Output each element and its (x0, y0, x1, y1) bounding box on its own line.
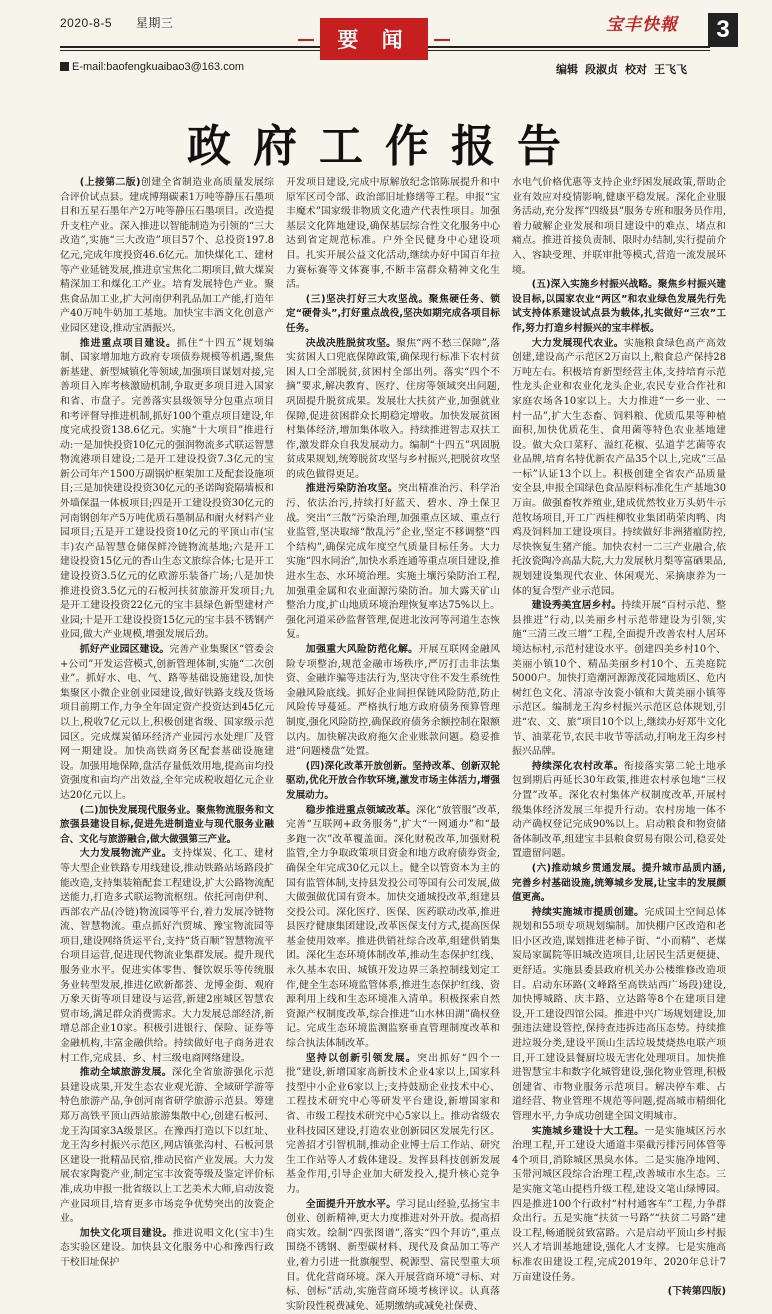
paragraph-text: 聚焦“两不愁三保障”,落实贫困人口兜底保障政策,确保现行标准下农村贫困人口全部脱贫,贫困村全部出列。落实“四个不摘”要求,解决教育、医疗、住房等领域突出问题,巩固提升脱贫成果。发展壮大扶贫产业,加强就业保障,促进贫困群众长期稳定增收。加快发展贫困村集体经济,增加集体收入。持续推进智志双扶工作,激发群众自我发展动力。编制“十四五”巩固脱贫成果规划,统筹脱贫攻坚与乡村振兴,把脱贫攻坚的成色做得更足。 (286, 337, 500, 480)
paragraph (512, 1125, 726, 1286)
paragraph-text: 学习昆山经验,弘扬宝丰创业、创新精神,更大力度推进对外开放。提高招商实效。绘制“四张图谱”,落实“四个拜访”,重点围绕不锈钢、新型碳材料、现代及食品加工等产业,着力引进一批旗舰型、税源型、富民型重大项目。优化营商环境。深入开展营商环境“寻标、对标、创标”活动,实施营商环境考核评议。认真落实阶段性税费减免、延期缴纳或减免社保费、 (286, 1198, 500, 1312)
paragraph-text: 创建全省制造业高质量发展综合评价试点县。建成博翔碳素1万吨等静压石墨项目和五星石墨年产2万吨等静压石墨项目。改造提升支柱产业。深入推进以智能制造为引领的“三大改造”,实施“三大改造”项目57个、总投资197.8亿元,完成年度投资46.6亿元。加快煤化工、建材等产业延链发展,推进京宝焦化二期项目,做大煤炭精深加工和煤化工产业。培育发展特色产业。聚焦食品加工业,扩大河南伊利乳品加工产能,打造年产40万吨牛奶加工基地。加快宝丰酒文化创意产业园区建设,推动宝酒振兴。 (60, 177, 274, 334)
page-number: 3 (708, 13, 738, 47)
paragraph-lead: 加快文化项目建设。 (79, 1227, 173, 1239)
square-bullet-icon (60, 62, 69, 71)
proofreader-label: 校对 (625, 64, 647, 76)
paragraph-lead: 推进污染防治攻坚。 (305, 483, 398, 495)
paragraph (512, 599, 726, 760)
paragraph (286, 337, 500, 483)
paragraph-text: 实施粮食绿色高产高效创建,建设高产示范区2万亩以上,粮食总产保持28万吨左右。积极培育新型经营主体,支持培育示范性龙头企业和农业化龙头企业,农民专业合作社和家庭农场各10家以上。大力推进“一乡一业、一村一品”,扩大生态畜、饲料粮、优质瓜果等种植面积,加快优质花生、食用菌等特色农业基地建设。做大众口菜籽、溢红花椒、弘道芋艺菌等农业品牌,培育名特优新农产品35个以上,完成“三品一标”认证13个以上。积极创建全省农产品质量安全县,申报全国绿色食品原料标准化生产基地30万亩。做强畜牧养殖业,建成优然牧业万头奶牛示范牧场项目,开工广西桂柳牧业集团萌荣肉鸭、肉鸡及饲料加工建设项目。持续做好非洲猪瘟防控,尽快恢复生猪产能。加快农村一二三产业融合,依托汝瓷陶冷高晶大院,大力发展秋月梨等富硒果品,规划建设集现代农业、休闲观光、采摘康养为一体的复合型产业示范园。 (512, 337, 726, 597)
paragraph (512, 176, 726, 278)
paragraph-text: 水电气价格优惠等支持企业纾困发展政策,帮助企业有效应对疫情影响,健康平稳发展。深化企业服务活动,充分发挥“四级县”服务专班和服务员作用,着力破解企业发展和项目建设中的难点、堵点和痛点。推进首接负责制、限时办结制,实行提前介入、容缺受理、并联审批等模式,营造一流发展环境。 (512, 177, 726, 276)
subsection-heading (512, 862, 726, 906)
paragraph-text: 一是实施城区污水治理工程,开工建设大通道丰渠截污排污同体管等4个项目,消除城区黑臭水体。二是实施净地网、玉带河城区段综合治理工程,改善城市水生态。三是实施文笔山提档升级工程,建设文笔山绿博园。四是推进100个行政村“村村通客车”工程,力争群众出行。五是实施“扶贫一号路”“扶贫二号路”建设工程,畅通脱贫致富路。六是启动平顶山乡村振兴人才培训基地建设,强化人才支撑。七是实施高标准农田建设工程,完成2019年、2020年总计7万亩建设任务。 (512, 1125, 726, 1283)
paragraph (60, 1227, 274, 1271)
paragraph-text: 抓住“十四五”规划编制、国家增加地方政府专项债券规模等机遇,聚焦新基建、新型城镇化等领域,加强项目谋划对接,完善项目入库考核激励机制,争取更多项目进入国家和省、市盘子。完善落实县级领导分包重点项目和考评督导推进机制,抓好100个重点项目建设,年度完成投资138.6亿元。实施“十大项目”推进行动:一是加快投资10亿元的强润物流多式联运智慧物流港项目建设;二是开工建设投资7.3亿元的宝新公司年产1500万副锅炉框架加工及配套设施项目;三是加快建设投资30亿元的圣诺陶瓷隔墙板和外墙保温一体板项目;四是开工建设投资30亿元的河南钢创年产5万吨优质石墨制品和耐火材料产业园项目;五是开工建设投资10亿元的平顶山市(宝丰)农产品智慧仓储保鲜冷链物流基地;六是开工建设投资15亿元的香山生态文旅综合体;七是开工建设投资3.5亿元的亿欧游乐装备广场;八是加快推进投资3.5亿元的石板河扶贫旅游开发项目;九是开工建设投资22亿元的宝丰县绿色新型建材产业园;十是开工建设投资15亿元的宝丰县不锈钢产业园,做大产业规模,增强发展后劲。 (60, 337, 274, 641)
email-text: E-mail:baofengkuaibao3@163.com (72, 61, 244, 73)
paper-logo: 宝丰快報 (606, 15, 678, 35)
continuation-note (512, 1285, 726, 1300)
paragraph (60, 176, 274, 337)
subsection-heading (60, 804, 274, 848)
continuation-text: (下转第四版) (667, 1286, 726, 1298)
paragraph-text: 开展互联网金融风险专项整治,规范金融市场秩序,严厉打击非法集资、金融诈骗等违法行为,坚决守住不发生系统性金融风险底线。抓好企业间担保链风险防范,防止风险传导蔓延。严格执行地方政府债务预算管理制度,强化风险防控,确保政府债务余额控制在限额以内。加快解决政府拖欠企业账款问题。稳妥推进“问题楼盘”处置。 (286, 644, 500, 758)
paragraph-lead: (上接第二版) (79, 177, 141, 188)
paragraph-text: 持续开展“百村示范、整县推进”行动,以美丽乡村示范带建设为引领,实施“三清三改三增”工程,全面提升改善农村人居环境达标村,示范村建设水平。创建四美乡村10个、美丽小镇10个、精品美丽乡村10个、五美庭院5000户。加快打造潮河源源茂花园地质区、危内树红色文化、清凉寺汝瓷小镇和大黄美丽小镇等示范区。编制龙王沟乡村振兴示范区总体规划,引进“农、文、旅”项目10个以上,继续办好郑牛文化节、油菜花节,农民丰收节等活动,打响龙王沟乡村振兴品牌。 (512, 600, 726, 758)
paragraph (60, 1066, 274, 1227)
paragraph-text: 完善产业集聚区“管委会+公司”开发运营模式,创新管理体制,实施“二次创业”。抓好水、电、气、路等基础设施建设,加快集聚区小微企业创业园建设,做好铁路支线及货场项目前期工作,力争全年固定资产投资达到45亿元以上,税收7亿元以上,积极创建省级、国家级示范园区。完成煤炭循环经济产业园污水处理厂及管网一期建设。加快高铁商务区配套基础设施建设。加强用地保障,盘活存量低效用地,提高亩均投资强度和亩均产出效益,全年完成税收超亿元企业达20亿元以上。 (60, 644, 274, 801)
section-tab (320, 18, 428, 60)
paragraph-text: 衔接落实第二轮土地承包到期后再延长30年政策,推进农村承包地“三权分置”改革。深化农村集体产权制度改革,开展村级集体经济发展三年提升行动。农村房地一体不动产确权登记完成90%以上。启动粮食和物资储备体制改革,组建宝丰县粮食贸易有限公司,稳妥处置遗留问题。 (512, 760, 726, 860)
paragraph-lead: 大力发展物流产业。 (79, 848, 172, 860)
subsection-text: (二)加快发展现代服务业。聚焦物流服务和文旅强县建设目标,促进先进制造业与现代服务业融合、文化与旅游融合,做大做强第三产业。 (60, 804, 274, 845)
subsection-text: (三)坚决打好三大攻坚战。聚焦硬任务、锁定“硬骨头”,打好重点战役,坚决如期完成各项目标任务。 (286, 293, 500, 334)
subsection-text: (五)深入实施乡村振兴战略。聚焦乡村振兴建设目标,以国家农业“两区”和农业绿色发展先行先试支持体系建设试点县为载体,扎实做好“三农”工作,努力打造乡村振兴的宝丰样板。 (512, 279, 726, 334)
subsection-text: (四)深化改革开放创新。坚持改革、创新双轮驱动,优化开放合作软环境,激发市场主体活力,增强发展动力。 (286, 760, 500, 801)
paragraph-lead: 坚持以创新引领发展。 (305, 1052, 418, 1064)
paragraph-text: 深化全省旅游强化示范县建设成果,开发生态农业观光游、全域研学游等特色旅游产品,争创河南省研学旅游示范县。筹建郑万高铁平顶山西站旅游集散中心,创建石板河、龙王沟国家3A级景区。在豫西打造以下以红址、龙王沟乡村振兴示范区,网店镇张沟村、石板河景区建设一批精品民宿,推动民宿产业发展。大力发展农家陶瓷产业,制定宝丰汝瓷等级及鉴定评价标准,成功申报一批省级以上工艺美术大师,启动汝瓷产业园项目,培育更多市场竞争优势突出的汝瓷企业。 (60, 1067, 274, 1225)
paragraph-lead: 持续实施城市提质创建。 (531, 906, 645, 918)
paragraph-lead: 实施城乡建设十大工程。 (531, 1125, 645, 1137)
proofreader-name: 王飞飞 (654, 64, 687, 76)
subsection-heading (286, 760, 500, 804)
ornament-left-icon (298, 39, 314, 41)
paragraph-text: 突出精准治污、科学治污、依法治污,持续打好蓝天、碧水、净土保卫战。突出“三散”污染治理,加强重点区域、重点行业监管,坚决取缔“散乱污”企业,坚定不移调整“四个结构”,确保完成年度空气质量目标任务。大力实施“四水同治”,加快水系连通等重点项目建设,推进水生态、水环境治理。实施土壤污染防治工程,加强重金属和农业面源污染防治。加大露天矿山整治力度,扩山地质环境治理恢复率达75%以上。强化河道采砂监督管理,促进北汝河等河道生态恢复。 (286, 483, 500, 641)
article-body (60, 176, 740, 1312)
paragraph-text: 开发项目建设,完成中原解放纪念馆陈展提升和中原军区司令部、政治部旧址修缮等工程。申报“宝丰魔术”国家级非物质文化遗产代表性项目。加强基层文化阵地建设,确保基层综合性文化服务中心达到省定规范标准。户外全民健身中心建设项目。扎实开展公益文化活动,继续办好中国百年拉力赛标赛等文体赛事,不断丰富群众精神文化生活。 (286, 177, 500, 291)
paragraph (512, 760, 726, 862)
paragraph (286, 643, 500, 760)
section-title: 要 闻 (337, 27, 411, 52)
subsection-heading (512, 278, 726, 336)
paragraph-text: 推进说唱文化(宝丰)生态实验区建设。加快县文化服务中心和豫西行政干校旧址保护 (60, 1227, 274, 1268)
paragraph-lead: 持续深化农村改革。 (531, 760, 624, 772)
article-column-1 (60, 176, 274, 1268)
subsection-text: (六)推动城乡贯通发展。提升城市品质内涵,完善乡村基础设施,统筹城乡发展,让宝丰的发展颜值更高。 (512, 862, 726, 904)
paragraph-text: 完成国土空间总体规划和55项专项规划编制。加快棚户区改造和老旧小区改造,谋划推进老柿子街、“小而精”、老煤炭局家属院等旧城改造项目,让居民生活更便捷、更舒适。实施县委县政府机关办公楼维修改造项目。启动东环路(文峰路至高铁站西广场段)建设,加快博城路、庆丰路、立达路等8个在建项目建设,开工建设四馆公园。推进中兴广场规划建设,加强违法建设管控,保持查违拆违高压态势。持续推进垃圾分类,建设平顶山生活垃圾焚烧热电联产项目,开工建设县餐厨垃圾无害化处理项目。加快推进智慧宝丰和数字化城管建设,强化物业管理,积极创建省、市物业服务示范项目。解决停车难、占道经营、物业管理不规范等问题,提高城市精细化管理水平,力争成功创建全国文明城市。 (512, 906, 726, 1122)
paragraph (286, 1052, 500, 1198)
paragraph-lead: 建设秀美宜居乡村。 (531, 600, 622, 612)
paragraph (286, 804, 500, 1052)
paragraph-text: 突出抓好“四个一批”建设,新增国家高新技术企业4家以上,国家科技型中小企业6家以上;支持鼓励企业技术中心、工程技术研究中心等研发平台建设,新增国家和省、市级工程技术研究中心5家以上。推动省级农业科技园区建设,打造农业创新园区发展先行区。完善招才引智机制,推动企业博士后工作站、研究生工作站等人才载体建设。发挥县科技创新发展基金作用,引导企业加大研发投入,提升核心竞争力。 (286, 1052, 500, 1195)
paragraph-lead: 稳步推进重点领域改革。 (305, 804, 417, 816)
issue-weekday: 星期三 (135, 16, 174, 30)
paragraph-lead: 决战决胜脱贫攻坚。 (305, 337, 397, 349)
subsection-heading (286, 293, 500, 337)
paragraph (60, 847, 274, 1066)
paragraph (286, 176, 500, 293)
paragraph-lead: 大力发展现代农业。 (531, 337, 624, 349)
article-column-3 (512, 176, 726, 1298)
header-left (60, 14, 193, 31)
paragraph (512, 906, 726, 1125)
paragraph (286, 482, 500, 643)
paragraph (286, 1198, 500, 1314)
paragraph (60, 643, 274, 804)
paragraph-lead: 推动全域旅游发展。 (79, 1067, 172, 1079)
paragraph-lead: 全面提升开放水平。 (305, 1198, 397, 1210)
paragraph-lead: 加强重大风险防范化解。 (305, 644, 419, 655)
paragraph-text: 支持煤炭、化工、建材等大型企业铁路专用线建设,推动铁路站场路段扩能改造,支持集装箱配套工程建设,扩大公路物流配送能力,打造多式联运物流枢纽。依托河南伊利、西部农产品(冷链)物流园等平台,着力发展冷链物流、智慧物流。重点抓好汽贸城、豫宝物流园等项目,建设网络货运平台,支持“货百顺”智慧物流平台项目运营,促进现代物流业集群发展。提升现代服务业水平。促进实体零售、餐饮娱乐等传统服务业转型发展,推进亿欧新都荟、龙博金街、观府万象天街等项目建设与运营,新建2座城区智慧农贸市场,满足群众消费需求。大力发展总部经济,新增总部企业10家。积极引进银行、保险、证券等金融机构,丰富金融供给。持续做好电子商务进农村工作,完成县、乡、村三级电商网络建设。 (60, 848, 274, 1064)
issue-date: 2020-8-5 (60, 16, 113, 30)
paragraph (512, 337, 726, 600)
paragraph-lead: 抓好产业园区建设。 (79, 644, 170, 655)
paragraph-lead: 推进重点项目建设。 (79, 337, 177, 349)
contact-email (60, 61, 244, 73)
article-headline: 政府工作报告 (187, 121, 583, 172)
paragraph (60, 337, 274, 643)
editor-credits (556, 61, 694, 77)
article-column-2 (286, 176, 500, 1312)
editor-label: 编辑 (556, 64, 578, 76)
paragraph-text: 深化“放管服”改革,完善“互联网+政务服务”,扩大“一网通办”和“最多跑一次”改革覆盖面。深化财税改革,加强财税监管,全力争取政策项目资金和地方政府债券资金,确保全年完成30亿元以上。健全以管资本为主的国有监管体制,支持县发投公司等国有公司发展,做大做强做优国有资本。加快交通城投改革,组建县交投公司。深化医疗、医保、医药联动改革,推进县医疗健康集团建设,改革医保支付方式,提高医保基金使用效率。推进供销社综合改革,组建供销集团。深化生态环境体制改革,推动生态保护红线、永久基本农田、城镇开发边界三条控制线划定工作,健全生态环境监管体系,推进生态保护红线、资源利用上线和生态环境准入清单。积极探索自然资源产权制度改革,综合推进“山水林田湖”确权登记。完成生态环境监测监察垂直管理制度改革和综合执法体制改革。 (286, 804, 500, 1050)
editor-name: 段淑贞 (585, 64, 618, 76)
ornament-right-icon (434, 39, 450, 41)
dateline (60, 14, 193, 31)
